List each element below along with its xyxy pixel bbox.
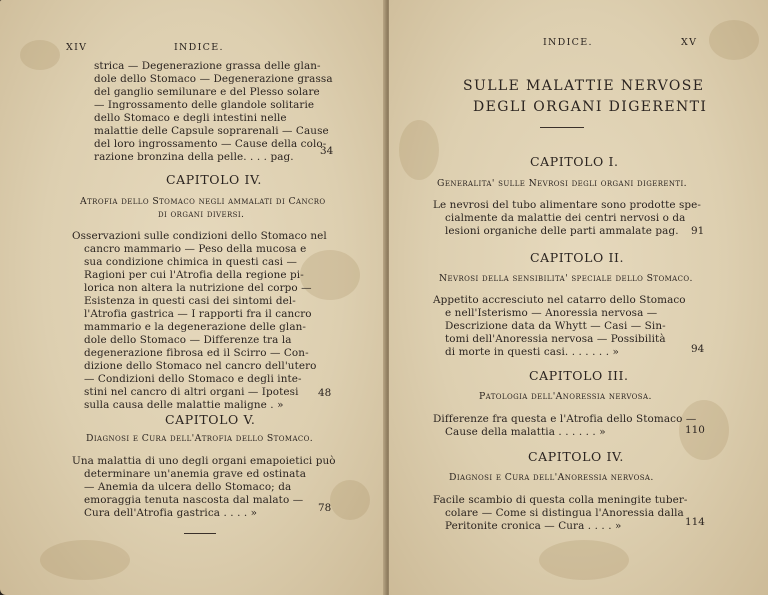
chapter-title: CAPITOLO III.: [529, 368, 629, 383]
text-line: e nell'Isterismo — Anoressia nervosa —: [445, 307, 658, 319]
chapter-subtitle: Generalita' sulle Nevrosi degli organi digerenti.: [437, 178, 688, 189]
chapter-title: CAPITOLO V.: [165, 412, 256, 427]
divider: [540, 127, 584, 128]
chapter-subtitle: Atrofia dello Stomaco negli ammalati di Cancro: [80, 196, 326, 207]
section-title: DEGLI ORGANI DIGERENTI: [473, 99, 708, 115]
section-title: SULLE MALATTIE NERVOSE: [463, 78, 705, 94]
text-line: Una malattia di uno degli organi emapoietici può: [72, 455, 336, 467]
text-line: degenerazione fibrosa ed il Scirro — Con-: [84, 347, 309, 359]
page-ref: 110: [685, 424, 705, 436]
divider: [184, 533, 216, 534]
text-line: dole dello Stomaco — Differenze tra la: [84, 334, 292, 346]
chapter-subtitle: Diagnosi e Cura dell'Anoressia nervosa.: [449, 472, 654, 483]
page-ref: 48: [318, 387, 332, 399]
chapter-title: CAPITOLO II.: [530, 250, 625, 265]
page-ref: 34: [320, 145, 334, 157]
text-line: Ragioni per cui l'Atrofia della regione pi-: [84, 269, 304, 281]
chapter-subtitle: di organi diversi.: [158, 209, 245, 220]
page-ref: 94: [691, 343, 705, 355]
text-line: sulla causa delle malattie maligne . »: [84, 399, 284, 411]
text-line: sua condizione chimica in questi casi —: [84, 256, 297, 268]
chapter-subtitle: Patologia dell'Anoressia nervosa.: [479, 391, 652, 402]
text-line: stini nel cancro di altri organi — Ipotesi: [84, 386, 299, 398]
page-ref: 114: [685, 516, 705, 528]
text-line: Facile scambio di questa colla meningite tuber-: [433, 494, 688, 506]
text-line: Cura dell'Atrofia gastrica . . . . »: [84, 507, 258, 519]
text-line: Differenze fra questa e l'Atrofia dello Stomaco —: [433, 413, 697, 425]
page-ref: 78: [318, 502, 332, 514]
right-running-head: INDICE.: [543, 37, 593, 48]
text-line: — Anemia da ulcera dello Stomaco; da: [84, 481, 292, 493]
text-line: Peritonite cronica — Cura . . . . »: [445, 520, 622, 532]
text-line: cialmente da malattie dei centri nervosi o da: [445, 212, 686, 224]
text-line: Descrizione data da Whytt — Casi — Sin-: [445, 320, 666, 332]
text-line: cancro mammario — Peso della mucosa e: [84, 243, 307, 255]
text-line: strica — Degenerazione grassa delle glan-: [94, 60, 321, 72]
left-page-number: XIV: [66, 42, 88, 53]
text-line: colare — Come si distingua l'Anoressia dalla: [445, 507, 684, 519]
text-line: Appetito accresciuto nel catarro dello Stomaco: [433, 294, 686, 306]
text-line: dole dello Stomaco — Degenerazione grassa: [94, 73, 333, 85]
text-line: emoraggia tenuta nascosta dal malato —: [84, 494, 304, 506]
chapter-title: CAPITOLO IV.: [528, 449, 624, 464]
text-line: — Ingrossamento delle glandole solitarie: [94, 99, 315, 111]
text-line: Esistenza in questi casi dei sintomi del-: [84, 295, 296, 307]
text-line: Cause della malattia . . . . . . »: [445, 426, 606, 438]
page-ref: 91: [691, 225, 705, 237]
left-running-head: INDICE.: [174, 42, 224, 53]
right-page-number: XV: [681, 37, 698, 48]
text-line: malattie delle Capsule soprarenali — Cause: [94, 125, 329, 137]
text-line: lorica non altera la nutrizione del corpo —: [84, 282, 312, 294]
right-page: [389, 0, 768, 595]
text-line: razione bronzina della pelle. . . . pag.: [94, 151, 294, 163]
chapter-title: CAPITOLO IV.: [166, 172, 262, 187]
chapter-title: CAPITOLO I.: [530, 154, 619, 169]
text-line: del loro ingrossamento — Cause della colo-: [94, 138, 327, 150]
text-line: Osservazioni sulle condizioni dello Stomaco nel: [72, 230, 327, 242]
text-line: tomi dell'Anoressia nervosa — Possibilità: [445, 333, 666, 345]
text-line: Le nevrosi del tubo alimentare sono prodotte spe-: [433, 199, 702, 211]
text-line: determinare un'anemia grave ed ostinata: [84, 468, 307, 480]
text-line: lesioni organiche delle parti ammalate pag.: [445, 225, 679, 237]
text-line: di morte in questi casi. . . . . . . »: [445, 346, 619, 358]
chapter-subtitle: Nevrosi della sensibilita' speciale dello Stomaco.: [439, 273, 693, 284]
text-line: dello Stomaco e degli intestini nelle: [94, 112, 287, 124]
text-line: dizione dello Stomaco nel cancro dell'utero: [84, 360, 317, 372]
text-line: del ganglio semilunare e del Plesso solare: [94, 86, 320, 98]
text-line: mammario e la degenerazione delle glan-: [84, 321, 307, 333]
text-line: l'Atrofia gastrica — I rapporti fra il cancro: [84, 308, 312, 320]
chapter-subtitle: Diagnosi e Cura dell'Atrofia dello Stomaco.: [86, 433, 314, 444]
text-line: — Condizioni dello Stomaco e degli inte-: [84, 373, 302, 385]
